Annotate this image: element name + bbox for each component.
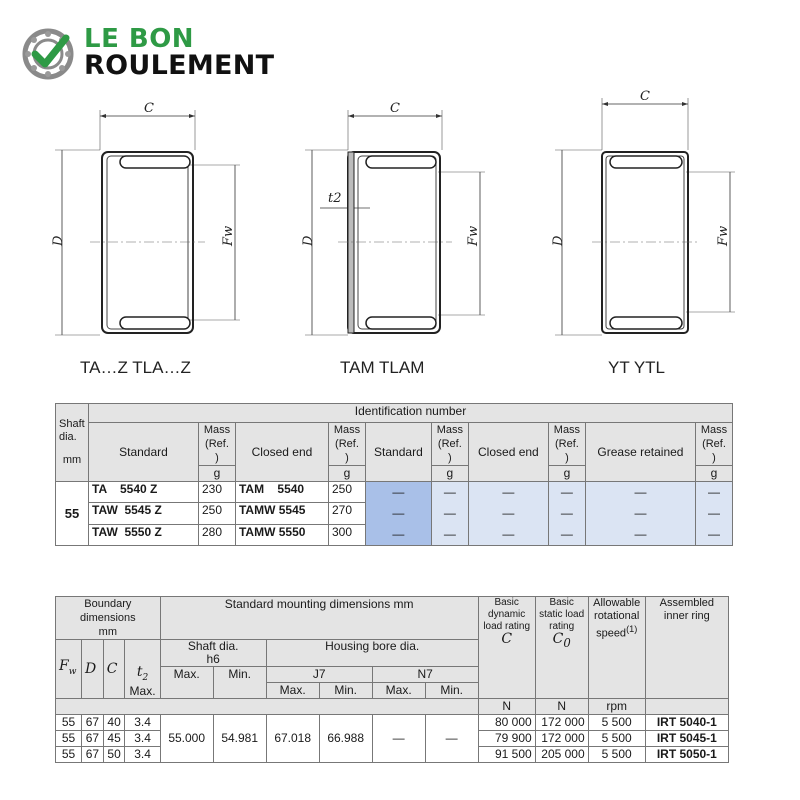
t2-header: $t_2$ Max.: [125, 640, 160, 699]
stat-value: 205 000: [535, 747, 588, 763]
t2-value: 3.4: [125, 715, 160, 731]
unit-n: N: [535, 699, 588, 715]
dyn-value: 79 900: [478, 731, 535, 747]
dyn-value: 91 500: [478, 747, 535, 763]
shaft-max-value: 55.000: [160, 715, 213, 763]
standard-id: TAW 5550 Z: [89, 524, 199, 545]
bearing-check-icon: [22, 28, 74, 80]
d-value: 67: [82, 747, 104, 763]
dim-c-label: C: [640, 90, 650, 104]
inner-ring-value: IRT 5050-1: [645, 747, 728, 763]
shaft-dia-header: Shaft dia. h6: [160, 640, 266, 667]
col-grease: Grease retained: [585, 423, 695, 482]
dim-d-label: D: [301, 235, 316, 246]
diagram-label: TAM TLAM: [340, 358, 425, 377]
mass-unit: g: [198, 466, 235, 482]
dim-fw-label: Fw: [221, 225, 236, 246]
closed-end-id: TAMW 5550: [235, 524, 328, 545]
diagram-yt: [540, 90, 760, 390]
dim-t2-label: t2: [328, 191, 342, 206]
shaft-dia-header: [56, 404, 89, 482]
speed-value: 5 500: [588, 747, 645, 763]
grease-cell: — — —: [585, 482, 695, 546]
c-header: C: [103, 640, 125, 699]
col-closed-end-2: Closed end: [468, 423, 548, 482]
fw-value: 55: [56, 731, 82, 747]
dim-fw-label: Fw: [466, 225, 481, 246]
dimensions-table: [55, 596, 729, 763]
dim-c-label: C: [144, 101, 154, 116]
j7-min-value: 66.988: [319, 715, 372, 763]
shaft-max-header: Max.: [160, 667, 213, 699]
shaft-min-header: Min.: [213, 667, 266, 699]
standard-id: TA 5540 Z: [89, 482, 199, 503]
unit-rpm: rpm: [588, 699, 645, 715]
col-standard: Standard: [89, 423, 199, 482]
t2-value: 3.4: [125, 731, 160, 747]
stat-rating-header: Basic static load rating $C_0$: [535, 597, 588, 699]
mass-unit: g: [431, 466, 468, 482]
j7-header: J7 Max. Min.: [266, 667, 372, 699]
boundary-header: Boundary dimensions mm: [56, 597, 161, 640]
d-header: D: [82, 640, 104, 699]
col-mass: Mass (Ref. ): [198, 423, 235, 466]
c-value: 50: [103, 747, 125, 763]
standard-mass: 280: [198, 524, 235, 545]
mounting-header: Standard mounting dimensions mm: [160, 597, 478, 640]
standard-mass: 250: [198, 503, 235, 524]
inner-ring-header: Assembled inner ring: [645, 597, 728, 699]
col-closed-end: Closed end: [235, 423, 328, 482]
col-mass: Mass (Ref. ): [548, 423, 585, 466]
speed-header: Allowable rotational speed$^{(1)}$: [588, 597, 645, 699]
fw-value: 55: [56, 715, 82, 731]
speed-value: 5 500: [588, 715, 645, 731]
brand-logo: [20, 22, 310, 88]
n7-header: N7 Max. Min.: [372, 667, 478, 699]
dim-d-label: D: [551, 235, 566, 246]
mass-unit: g: [328, 466, 365, 482]
fw-header: $F_w$: [56, 640, 82, 699]
shaft-dia-label: Shaft dia.: [59, 418, 85, 443]
j7-max-value: 67.018: [266, 715, 319, 763]
col-standard-2: Standard: [365, 423, 431, 482]
stat-value: 172 000: [535, 731, 588, 747]
fw-value: 55: [56, 747, 82, 763]
unit-n: N: [478, 699, 535, 715]
mass-cell: — — —: [548, 482, 585, 546]
standard-mass: 230: [198, 482, 235, 503]
t2-value: 3.4: [125, 747, 160, 763]
col-mass: Mass (Ref. ): [431, 423, 468, 466]
dim-d-label: D: [51, 235, 66, 246]
stat-value: 172 000: [535, 715, 588, 731]
shaft-min-value: 54.981: [213, 715, 266, 763]
mass-unit: g: [696, 466, 733, 482]
closed-end-mass: 270: [328, 503, 365, 524]
c-value: 40: [103, 715, 125, 731]
dim-c-label: C: [390, 101, 400, 116]
housing-header: Housing bore dia.: [266, 640, 478, 667]
inner-ring-value: IRT 5040-1: [645, 715, 728, 731]
shaft-unit: mm: [62, 454, 82, 466]
mass-cell: — — —: [696, 482, 733, 546]
c-value: 45: [103, 731, 125, 747]
n7-min-value: —: [425, 715, 478, 763]
speed-value: 5 500: [588, 731, 645, 747]
diagram-label: YT YTL: [608, 358, 666, 377]
shaft-value: 55: [56, 482, 89, 546]
mass-unit: g: [548, 466, 585, 482]
bearing-drawing-ta: [40, 90, 260, 350]
standard-2-cell: — — —: [365, 482, 431, 546]
d-value: 67: [82, 715, 104, 731]
col-mass: Mass (Ref. ): [696, 423, 733, 466]
col-mass: Mass (Ref. ): [328, 423, 365, 466]
closed-end-id: TAM 5540: [235, 482, 328, 503]
closed-end-mass: 250: [328, 482, 365, 503]
dyn-rating-header: Basic dynamic load rating C: [478, 597, 535, 699]
diagram-ta-z: [40, 90, 260, 390]
closed-end-id: TAMW 5545: [235, 503, 328, 524]
mass-cell: — — —: [431, 482, 468, 546]
identification-title: Identification number: [89, 404, 733, 423]
bearing-drawing-yt: [540, 90, 760, 350]
diagram-tam: [290, 90, 510, 390]
n7-max-value: —: [372, 715, 425, 763]
closed-end-2-cell: — — —: [468, 482, 548, 546]
dyn-value: 80 000: [478, 715, 535, 731]
d-value: 67: [82, 731, 104, 747]
logo-line-1: LE BON: [84, 24, 195, 54]
inner-ring-value: IRT 5045-1: [645, 731, 728, 747]
logo-line-2: ROULEMENT: [84, 50, 275, 81]
identification-table: [55, 403, 733, 546]
standard-id: TAW 5545 Z: [89, 503, 199, 524]
bearing-drawing-tam: [290, 90, 510, 350]
dim-fw-label: Fw: [716, 225, 731, 246]
closed-end-mass: 300: [328, 524, 365, 545]
diagram-label: TA…Z TLA…Z: [80, 358, 191, 377]
